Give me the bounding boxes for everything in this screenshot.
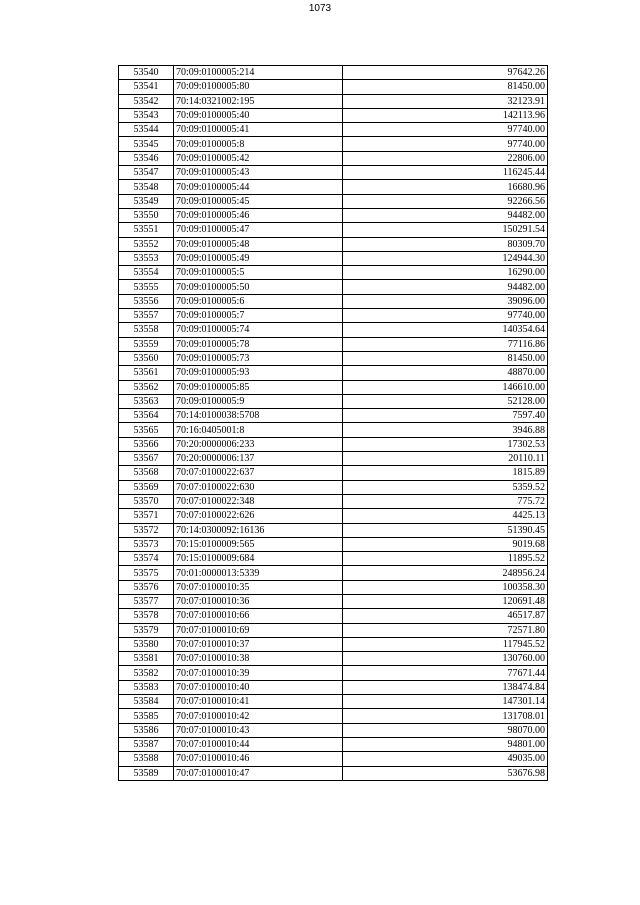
- value-cell: 97740.00: [343, 137, 548, 151]
- table-row: [119, 251, 548, 265]
- value-cell: 53676.98: [343, 766, 548, 780]
- value-cell: 1815.89: [343, 466, 548, 480]
- row-id-cell: 53540: [119, 66, 174, 80]
- value-cell: 94482.00: [343, 208, 548, 222]
- table-row: [119, 294, 548, 308]
- row-id-cell: 53548: [119, 180, 174, 194]
- cadastral-code-cell: 70:09:0100005:74: [174, 323, 343, 337]
- cadastral-code-cell: 70:14:0100038:5708: [174, 409, 343, 423]
- value-cell: 146610.00: [343, 380, 548, 394]
- table-row: [119, 66, 548, 80]
- value-cell: 11895.52: [343, 552, 548, 566]
- row-id-cell: 53574: [119, 552, 174, 566]
- value-cell: 7597.40: [343, 409, 548, 423]
- value-cell: 17302.53: [343, 437, 548, 451]
- value-cell: 124944.30: [343, 251, 548, 265]
- value-cell: 5359.52: [343, 480, 548, 494]
- cadastral-code-cell: 70:15:0100009:565: [174, 537, 343, 551]
- value-cell: 52128.00: [343, 394, 548, 408]
- row-id-cell: 53586: [119, 723, 174, 737]
- table-row: [119, 108, 548, 122]
- table-row: [119, 123, 548, 137]
- cadastral-code-cell: 70:15:0100009:684: [174, 552, 343, 566]
- table-row: [119, 194, 548, 208]
- row-id-cell: 53558: [119, 323, 174, 337]
- value-cell: 81450.00: [343, 80, 548, 94]
- value-cell: 94801.00: [343, 737, 548, 751]
- row-id-cell: 53579: [119, 623, 174, 637]
- cadastral-code-cell: 70:07:0100022:630: [174, 480, 343, 494]
- cadastral-code-cell: 70:09:0100005:50: [174, 280, 343, 294]
- value-cell: 116245.44: [343, 166, 548, 180]
- table-row: [119, 766, 548, 780]
- cadastral-code-cell: 70:09:0100005:7: [174, 309, 343, 323]
- cadastral-code-cell: 70:09:0100005:49: [174, 251, 343, 265]
- row-id-cell: 53555: [119, 280, 174, 294]
- table-row: [119, 80, 548, 94]
- value-cell: 16680.96: [343, 180, 548, 194]
- value-cell: 120691.48: [343, 594, 548, 608]
- value-cell: 138474.84: [343, 680, 548, 694]
- value-cell: 49035.00: [343, 752, 548, 766]
- cadastral-code-cell: 70:07:0100010:69: [174, 623, 343, 637]
- value-cell: 92266.56: [343, 194, 548, 208]
- table-row: [119, 380, 548, 394]
- records-table: [118, 65, 548, 781]
- table-row: [119, 394, 548, 408]
- table-row: [119, 166, 548, 180]
- value-cell: 48870.00: [343, 366, 548, 380]
- table-row: [119, 537, 548, 551]
- value-cell: 51390.45: [343, 523, 548, 537]
- value-cell: 117945.52: [343, 637, 548, 651]
- row-id-cell: 53550: [119, 208, 174, 222]
- table-row: [119, 280, 548, 294]
- row-id-cell: 53556: [119, 294, 174, 308]
- cadastral-code-cell: 70:20:0000006:137: [174, 452, 343, 466]
- row-id-cell: 53585: [119, 709, 174, 723]
- row-id-cell: 53541: [119, 80, 174, 94]
- row-id-cell: 53581: [119, 652, 174, 666]
- table-row: [119, 652, 548, 666]
- row-id-cell: 53554: [119, 266, 174, 280]
- row-id-cell: 53549: [119, 194, 174, 208]
- cadastral-code-cell: 70:07:0100010:66: [174, 609, 343, 623]
- table-row: [119, 623, 548, 637]
- value-cell: 140354.64: [343, 323, 548, 337]
- value-cell: 77116.86: [343, 337, 548, 351]
- value-cell: 131708.01: [343, 709, 548, 723]
- table-row: [119, 637, 548, 651]
- value-cell: 39096.00: [343, 294, 548, 308]
- cadastral-code-cell: 70:07:0100010:35: [174, 580, 343, 594]
- cadastral-code-cell: 70:09:0100005:43: [174, 166, 343, 180]
- table-row: [119, 323, 548, 337]
- table-row: [119, 752, 548, 766]
- table-row: [119, 237, 548, 251]
- row-id-cell: 53583: [119, 680, 174, 694]
- row-id-cell: 53580: [119, 637, 174, 651]
- cadastral-code-cell: 70:09:0100005:46: [174, 208, 343, 222]
- value-cell: 9019.68: [343, 537, 548, 551]
- cadastral-code-cell: 70:09:0100005:40: [174, 108, 343, 122]
- row-id-cell: 53563: [119, 394, 174, 408]
- table-row: [119, 208, 548, 222]
- cadastral-code-cell: 70:09:0100005:85: [174, 380, 343, 394]
- value-cell: 3946.88: [343, 423, 548, 437]
- table-row: [119, 266, 548, 280]
- value-cell: 130760.00: [343, 652, 548, 666]
- table-row: [119, 466, 548, 480]
- cadastral-code-cell: 70:09:0100005:41: [174, 123, 343, 137]
- row-id-cell: 53559: [119, 337, 174, 351]
- row-id-cell: 53575: [119, 566, 174, 580]
- value-cell: 248956.24: [343, 566, 548, 580]
- cadastral-code-cell: 70:07:0100010:36: [174, 594, 343, 608]
- value-cell: 16290.00: [343, 266, 548, 280]
- value-cell: 4425.13: [343, 509, 548, 523]
- table-row: [119, 480, 548, 494]
- cadastral-code-cell: 70:07:0100010:47: [174, 766, 343, 780]
- row-id-cell: 53551: [119, 223, 174, 237]
- value-cell: 20110.11: [343, 452, 548, 466]
- table-row: [119, 609, 548, 623]
- row-id-cell: 53566: [119, 437, 174, 451]
- row-id-cell: 53577: [119, 594, 174, 608]
- row-id-cell: 53547: [119, 166, 174, 180]
- cadastral-code-cell: 70:09:0100005:47: [174, 223, 343, 237]
- value-cell: 142113.96: [343, 108, 548, 122]
- row-id-cell: 53573: [119, 537, 174, 551]
- cadastral-code-cell: 70:14:0300092:16136: [174, 523, 343, 537]
- value-cell: 77671.44: [343, 666, 548, 680]
- table-row: [119, 494, 548, 508]
- cadastral-code-cell: 70:07:0100010:43: [174, 723, 343, 737]
- value-cell: 98070.00: [343, 723, 548, 737]
- cadastral-code-cell: 70:07:0100010:44: [174, 737, 343, 751]
- row-id-cell: 53570: [119, 494, 174, 508]
- cadastral-code-cell: 70:07:0100010:38: [174, 652, 343, 666]
- value-cell: 46517.87: [343, 609, 548, 623]
- row-id-cell: 53578: [119, 609, 174, 623]
- row-id-cell: 53588: [119, 752, 174, 766]
- row-id-cell: 53576: [119, 580, 174, 594]
- row-id-cell: 53552: [119, 237, 174, 251]
- table-row: [119, 437, 548, 451]
- table-row: [119, 151, 548, 165]
- table-row: [119, 423, 548, 437]
- row-id-cell: 53582: [119, 666, 174, 680]
- value-cell: 775.72: [343, 494, 548, 508]
- cadastral-code-cell: 70:14:0321002:195: [174, 94, 343, 108]
- cadastral-code-cell: 70:07:0100010:37: [174, 637, 343, 651]
- table-row: [119, 594, 548, 608]
- cadastral-code-cell: 70:09:0100005:78: [174, 337, 343, 351]
- cadastral-code-cell: 70:09:0100005:214: [174, 66, 343, 80]
- cadastral-code-cell: 70:09:0100005:5: [174, 266, 343, 280]
- cadastral-code-cell: 70:09:0100005:73: [174, 351, 343, 365]
- row-id-cell: 53561: [119, 366, 174, 380]
- table-row: [119, 366, 548, 380]
- cadastral-code-cell: 70:07:0100022:348: [174, 494, 343, 508]
- cadastral-code-cell: 70:09:0100005:80: [174, 80, 343, 94]
- row-id-cell: 53562: [119, 380, 174, 394]
- value-cell: 94482.00: [343, 280, 548, 294]
- table-row: [119, 680, 548, 694]
- row-id-cell: 53569: [119, 480, 174, 494]
- row-id-cell: 53544: [119, 123, 174, 137]
- row-id-cell: 53589: [119, 766, 174, 780]
- table-row: [119, 223, 548, 237]
- cadastral-code-cell: 70:09:0100005:9: [174, 394, 343, 408]
- cadastral-code-cell: 70:07:0100010:46: [174, 752, 343, 766]
- table-row: [119, 695, 548, 709]
- table-row: [119, 552, 548, 566]
- value-cell: 80309.70: [343, 237, 548, 251]
- value-cell: 72571.80: [343, 623, 548, 637]
- table-row: [119, 709, 548, 723]
- value-cell: 32123.91: [343, 94, 548, 108]
- cadastral-code-cell: 70:07:0100022:637: [174, 466, 343, 480]
- row-id-cell: 53553: [119, 251, 174, 265]
- table-row: [119, 723, 548, 737]
- table-row: [119, 566, 548, 580]
- cadastral-code-cell: 70:09:0100005:6: [174, 294, 343, 308]
- cadastral-code-cell: 70:01:0000013:5339: [174, 566, 343, 580]
- cadastral-code-cell: 70:07:0100010:39: [174, 666, 343, 680]
- value-cell: 81450.00: [343, 351, 548, 365]
- value-cell: 97740.00: [343, 309, 548, 323]
- cadastral-code-cell: 70:07:0100010:41: [174, 695, 343, 709]
- table-row: [119, 523, 548, 537]
- cadastral-code-cell: 70:20:0000006:233: [174, 437, 343, 451]
- page-number: 1073: [308, 3, 332, 14]
- table-row: [119, 309, 548, 323]
- cadastral-code-cell: 70:07:0100022:626: [174, 509, 343, 523]
- cadastral-code-cell: 70:09:0100005:42: [174, 151, 343, 165]
- table-row: [119, 509, 548, 523]
- value-cell: 22806.00: [343, 151, 548, 165]
- cadastral-code-cell: 70:07:0100010:40: [174, 680, 343, 694]
- row-id-cell: 53587: [119, 737, 174, 751]
- cadastral-code-cell: 70:09:0100005:44: [174, 180, 343, 194]
- row-id-cell: 53564: [119, 409, 174, 423]
- value-cell: 100358.30: [343, 580, 548, 594]
- table-row: [119, 94, 548, 108]
- table-row: [119, 737, 548, 751]
- cadastral-code-cell: 70:16:0405001:8: [174, 423, 343, 437]
- row-id-cell: 53565: [119, 423, 174, 437]
- table-row: [119, 180, 548, 194]
- table-row: [119, 351, 548, 365]
- table-row: [119, 580, 548, 594]
- table-row: [119, 666, 548, 680]
- table-row: [119, 337, 548, 351]
- value-cell: 147301.14: [343, 695, 548, 709]
- row-id-cell: 53567: [119, 452, 174, 466]
- row-id-cell: 53568: [119, 466, 174, 480]
- row-id-cell: 53560: [119, 351, 174, 365]
- table-body: [119, 66, 548, 781]
- row-id-cell: 53543: [119, 108, 174, 122]
- row-id-cell: 53545: [119, 137, 174, 151]
- cadastral-code-cell: 70:09:0100005:45: [174, 194, 343, 208]
- row-id-cell: 53572: [119, 523, 174, 537]
- table-row: [119, 137, 548, 151]
- row-id-cell: 53584: [119, 695, 174, 709]
- cadastral-code-cell: 70:09:0100005:48: [174, 237, 343, 251]
- value-cell: 97642.26: [343, 66, 548, 80]
- row-id-cell: 53542: [119, 94, 174, 108]
- value-cell: 150291.54: [343, 223, 548, 237]
- row-id-cell: 53557: [119, 309, 174, 323]
- row-id-cell: 53571: [119, 509, 174, 523]
- cadastral-code-cell: 70:07:0100010:42: [174, 709, 343, 723]
- table-row: [119, 409, 548, 423]
- value-cell: 97740.00: [343, 123, 548, 137]
- cadastral-code-cell: 70:09:0100005:8: [174, 137, 343, 151]
- table-row: [119, 452, 548, 466]
- cadastral-code-cell: 70:09:0100005:93: [174, 366, 343, 380]
- row-id-cell: 53546: [119, 151, 174, 165]
